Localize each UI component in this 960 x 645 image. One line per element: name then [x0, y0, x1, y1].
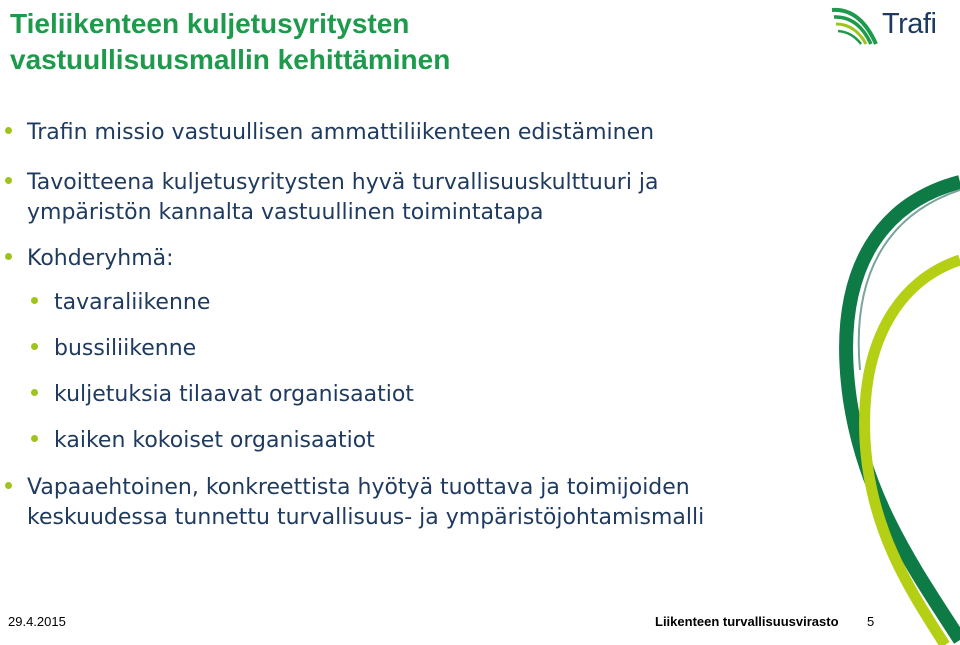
bullet-item: Vapaaehtoinen, konkreettista hyötyä tuottava ja toimijoiden keskuudessa tunnettu turvallisuus- ja ympäristöjohtamismalli — [27, 473, 704, 533]
bullet-item: Trafin missio vastuullisen ammattiliikenteen edistäminen — [27, 118, 654, 148]
sub-bullet-item: bussiliikenne — [54, 334, 196, 364]
bullet-dot-icon — [31, 435, 38, 442]
slide-title-line-2: vastuullisuusmallin kehittäminen — [10, 44, 451, 75]
bullet-dot-icon — [5, 177, 12, 184]
bullet-dot-icon — [31, 389, 38, 396]
bullet-dot-icon — [5, 482, 12, 489]
sub-bullet-item: tavaraliikenne — [54, 288, 210, 318]
footer-date: 29.4.2015 — [8, 614, 66, 629]
slide-title — [10, 6, 450, 78]
footer-organization: Liikenteen turvallisuusvirasto — [655, 614, 839, 629]
slide-title-line-1: Tieliikenteen kuljetusyritysten — [10, 8, 410, 39]
bullet-dot-icon — [31, 343, 38, 350]
bullet-item: Tavoitteena kuljetusyritysten hyvä turvallisuuskulttuuri ja ympäristön kannalta vastuullinen toimintatapa — [27, 168, 659, 228]
bullet-dot-icon — [5, 127, 12, 134]
decorative-arcs-icon — [820, 170, 960, 645]
bullet-dot-icon — [31, 297, 38, 304]
logo-text: Trafi — [882, 8, 937, 40]
bullet-item: Kohderyhmä: — [27, 244, 174, 274]
sub-bullet-item: kuljetuksia tilaavat organisaatiot — [54, 380, 414, 410]
bullet-dot-icon — [5, 253, 12, 260]
page-number: 5 — [867, 614, 875, 629]
sub-bullet-item: kaiken kokoiset organisaatiot — [54, 426, 375, 456]
